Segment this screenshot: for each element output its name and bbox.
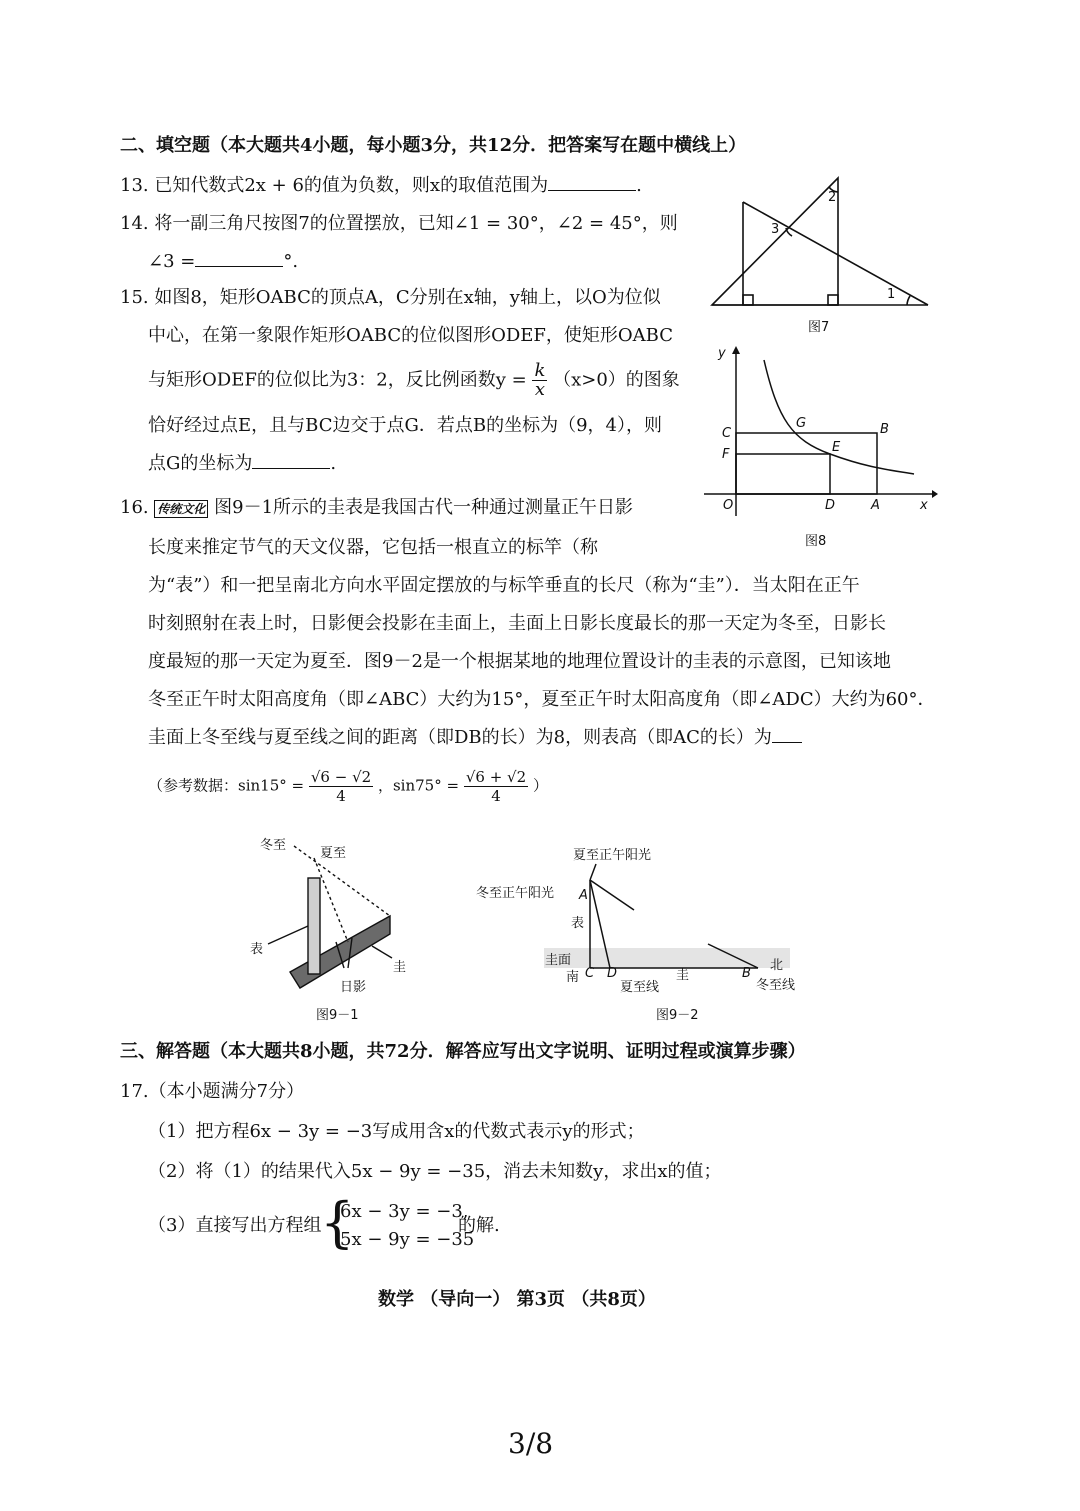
ref-fraction-1	[309, 768, 373, 805]
fig92-label-biao: 表	[571, 916, 585, 931]
fig92-label-C: C	[585, 966, 595, 981]
fig7-label-3: 3	[771, 222, 780, 237]
q15-line5-post: .	[330, 453, 337, 474]
fig8-label-G: G	[796, 416, 807, 431]
section3-heading: 三、解答题（本大题共8小题，共72分．解答应写出文字说明、证明过程或演算步骤）	[120, 1041, 806, 1062]
q16-line4: 时刻照射在表上时，日影便会投影在圭面上，圭面上日影长度最长的那一天定为冬至，日影长	[148, 613, 886, 634]
q15-frac-den: x	[534, 379, 545, 400]
q15-line4: 恰好经过点E，且与BC边交于点G．若点B的坐标为（9，4），则	[148, 415, 662, 436]
xiazhi-sunlight	[590, 880, 634, 910]
q15-line3-pre: 与矩形ODEF的位似比为3：2，反比例函数y =	[148, 369, 527, 391]
q17-part1: （1）把方程6x − 3y = −3写成用含x的代数式表示y的形式；	[148, 1121, 645, 1142]
q15-line1: 15. 如图8，矩形OABC的顶点A，C分别在x轴，y轴上，以O为位似	[120, 287, 661, 308]
system-equation-1: 6x − 3y = −3,	[340, 1201, 469, 1222]
ref-post: ）	[532, 776, 548, 795]
q16-reference	[148, 768, 548, 805]
fig8-rectangle-ODEF	[736, 454, 830, 494]
q17-part3-post: 的解.	[458, 1215, 500, 1236]
fig92-label-gui: 圭	[676, 968, 690, 983]
fig92-label-dongzhi-light: 冬至正午阳光	[476, 886, 555, 901]
ref-pre: （参考数据：sin15° =	[148, 776, 305, 795]
fig8-label-x: x	[920, 498, 928, 513]
fig92-label-A: A	[579, 888, 588, 903]
q17-title: 17.（本小题满分7分）	[120, 1081, 305, 1102]
fig8-hyperbola-curve	[764, 360, 914, 474]
fig7-label-2: 2	[828, 190, 837, 205]
fig7-caption: 图7	[808, 320, 830, 335]
system-equation-2: 5x − 9y = −35	[340, 1229, 475, 1250]
fig92-label-bei: 北	[770, 958, 784, 973]
fig8-y-arrow	[732, 346, 740, 354]
fig8-label-B: B	[880, 422, 889, 437]
ref-fraction-2	[464, 768, 528, 805]
answer-blank-14[interactable]	[195, 250, 283, 267]
equation-system-brace: {	[320, 1191, 355, 1254]
q14-line2-post: °.	[283, 251, 299, 272]
q15-line5-pre: 点G的坐标为	[148, 453, 253, 474]
answer-blank-15[interactable]	[252, 452, 330, 469]
ref-f1-den: 4	[336, 787, 346, 805]
q16-line3: 为“表”）和一把呈南北方向水平固定摆放的与标竿垂直的长尺（称为“圭”）．当太阳在正午	[148, 575, 860, 596]
q15-line5	[148, 452, 336, 476]
q14-line2	[148, 250, 298, 274]
q15-line3	[148, 362, 680, 399]
page-number: 3/8	[508, 1427, 554, 1460]
q14-line2-pre: ∠3 =	[148, 251, 196, 272]
q13-end: .	[636, 175, 642, 196]
fig7-right-angle-1	[743, 295, 753, 305]
ref-f2-num: √6 + √2	[465, 768, 527, 786]
fig92-label-guimian: 圭面	[545, 953, 572, 968]
fig91-label-gui: 圭	[393, 960, 407, 975]
fig92-label-D: D	[607, 966, 618, 981]
fig92-label-nan: 南	[566, 970, 580, 985]
section2-heading: 二、填空题（本大题共4小题，每小题3分，共12分．把答案写在题中横线上）	[120, 135, 747, 156]
ref-f1-num: √6 − √2	[310, 768, 372, 786]
q15-line3-post: （x>0）的图象	[553, 369, 680, 391]
biao-pole	[308, 878, 320, 974]
fig7-triangle-45	[712, 178, 838, 305]
q17-part2: （2）将（1）的结果代入5x − 9y = −35，消去未知数y，求出x的值；	[148, 1161, 722, 1182]
fig92-caption: 图9－2	[656, 1008, 699, 1023]
fig7-right-angle-2	[828, 295, 838, 305]
fig8-label-D: D	[825, 498, 836, 513]
gui-pointer	[372, 946, 392, 958]
ref-f2-den: 4	[491, 787, 501, 805]
q16-line7-text: 圭面上冬至线与夏至线之间的距离（即DB的长）为8，则表高（即AC的长）为	[148, 727, 772, 748]
xiazhi-sunlight-ext	[590, 864, 596, 880]
q15-frac-num: k	[534, 360, 546, 381]
fig7-hypotenuse-30	[743, 202, 928, 305]
q16-line1-text: 图9－1所示的圭表是我国古代一种通过测量正午日影	[214, 497, 634, 518]
q15-fraction	[532, 362, 547, 399]
fig8-caption: 图8	[805, 534, 827, 549]
fig8-label-O: O	[723, 498, 734, 513]
q15-line2: 中心，在第一象限作矩形OABC的位似图形ODEF，使矩形OABC	[148, 325, 673, 346]
fig92-label-xiazhixian: 夏至线	[620, 980, 660, 995]
fig91-label-riying: 日影	[340, 980, 367, 995]
biao-pointer	[268, 926, 308, 944]
page-footer: 数学 （导向一） 第3页 （共8页）	[378, 1289, 656, 1310]
q13	[120, 174, 642, 198]
figure-8	[700, 340, 940, 520]
fig91-caption: 图9－1	[316, 1008, 359, 1023]
fig8-label-A: A	[871, 498, 880, 513]
fig8-label-C: C	[722, 426, 732, 441]
fig92-label-xiazhi-light: 夏至正午阳光	[573, 848, 652, 863]
q13-text: 13. 已知代数式2x + 6的值为负数，则x的取值范围为	[120, 175, 549, 196]
ref-mid: ，sin75° =	[377, 776, 460, 795]
q16-line2: 长度来推定节气的天文仪器，它包括一根直立的标竿（称	[148, 537, 598, 558]
answer-blank-16[interactable]	[772, 726, 802, 743]
q16-line6: 冬至正午时太阳高度角（即∠ABC）大约为15°，夏至正午时太阳高度角（即∠ADC）大约为60°．	[148, 689, 936, 710]
q16-line1	[120, 496, 633, 520]
fig91-label-xiazhi: 夏至	[320, 846, 347, 861]
fig8-x-arrow	[932, 490, 938, 498]
fig91-label-dongzhi: 冬至	[260, 838, 287, 853]
tradition-culture-tag: 传统文化	[154, 500, 208, 518]
fig92-label-B: B	[742, 966, 751, 981]
fig8-label-y: y	[718, 346, 726, 361]
fig7-angle1-arc	[907, 296, 910, 305]
q14-line1: 14. 将一副三角尺按图7的位置摆放，已知∠1 = 30°，∠2 = 45°，则	[120, 213, 678, 234]
fig91-label-biao: 表	[250, 942, 264, 957]
q16-num: 16.	[120, 497, 149, 518]
fig8-label-F: F	[722, 447, 730, 462]
q17-part3-pre: （3）直接写出方程组	[148, 1215, 322, 1236]
figure-7	[700, 150, 940, 310]
q16-line5: 度最短的那一天定为夏至．图9－2是一个根据某地的地理位置设计的圭表的示意图，已知该地	[148, 651, 891, 672]
answer-blank-13[interactable]	[548, 174, 636, 191]
q16-line7	[148, 726, 802, 750]
fig8-label-E: E	[832, 440, 841, 455]
fig92-label-dongzhixian: 冬至线	[756, 978, 796, 993]
fig7-label-1: 1	[887, 287, 896, 302]
